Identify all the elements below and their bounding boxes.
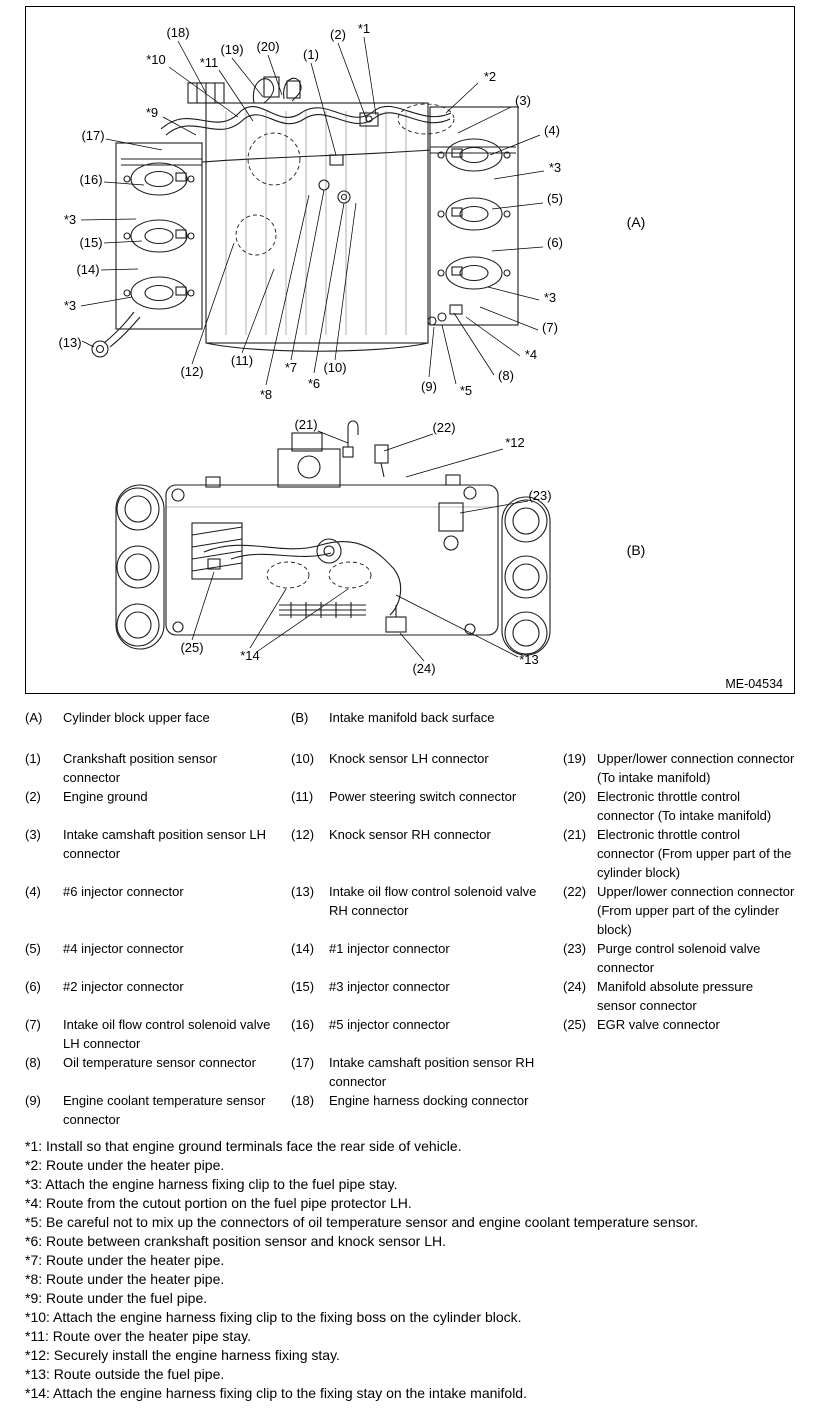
callout-15: (15) (79, 235, 103, 250)
callout-14: (14) (76, 262, 100, 277)
engine-diagram-svg (26, 7, 796, 695)
legend-text: Knock sensor LH connector (329, 751, 489, 766)
callout-mark-10: *10 (146, 52, 166, 67)
callout-labels-view-a (58, 21, 645, 402)
legend-view-b-text: Intake manifold back surface (329, 710, 495, 725)
legend-item-10 (291, 749, 563, 787)
callout-mark-8: *8 (259, 387, 273, 402)
legend-item-9 (25, 1091, 291, 1129)
engine-harness-figure (25, 6, 795, 694)
legend-id: (14) (291, 941, 315, 956)
legend-id: (19) (563, 751, 587, 766)
legend-text: Intake camshaft position sensor LH connector (63, 827, 267, 861)
legend-text: Engine harness docking connector (329, 1093, 529, 1108)
legend-text: Electronic throttle control connector (From upper part of the cylinder block) (597, 827, 792, 880)
callout-mark-3a: *3 (548, 160, 562, 175)
footnote-9: *9: Route under the fuel pipe. (25, 1290, 208, 1306)
legend-item-11 (291, 787, 563, 825)
view-a-label: (A) (626, 214, 646, 230)
legend-item-8 (25, 1053, 291, 1091)
legend-text: Knock sensor RH connector (329, 827, 491, 842)
callout-8: (8) (498, 368, 514, 383)
legend-text: Engine ground (63, 789, 148, 804)
callout-17: (17) (81, 128, 105, 143)
legend-id: (3) (25, 827, 41, 842)
callout-12: (12) (180, 364, 204, 379)
legend-id: (16) (291, 1017, 315, 1032)
legend-text: Engine coolant temperature sensor connector (63, 1093, 266, 1127)
callout-16: (16) (79, 172, 103, 187)
legend-id: (5) (25, 941, 41, 956)
callout-24: (24) (412, 661, 436, 676)
legend-item-14 (291, 939, 563, 977)
legend-text: #2 injector connector (63, 979, 184, 994)
callout-22: (22) (432, 420, 456, 435)
callout-mark-13: *13 (519, 652, 539, 667)
legend-item-15 (291, 977, 563, 1015)
legend-item-4 (25, 882, 291, 939)
legend-item-6 (25, 977, 291, 1015)
footnote-1: *1: Install so that engine ground terminals face the rear side of vehicle. (25, 1138, 462, 1154)
legend-text: Intake oil flow control solenoid valve LH connector (63, 1017, 271, 1051)
callout-mark-3c: *3 (63, 298, 77, 313)
legend-item-23 (563, 939, 795, 977)
callout-11: (11) (230, 353, 254, 368)
legend-item-2 (25, 787, 291, 825)
footnote-12: *12: Securely install the engine harness fixing stay. (25, 1347, 340, 1363)
legend-id: (21) (563, 827, 587, 842)
legend-id: (12) (291, 827, 315, 842)
legend-text: Intake oil flow control solenoid valve RH connector (329, 884, 537, 918)
legend-item-16 (291, 1015, 563, 1053)
callout-mark-4: *4 (524, 347, 538, 362)
legend-item-13 (291, 882, 563, 939)
footnote-13: *13: Route outside the fuel pipe. (25, 1366, 225, 1382)
legend-item-5 (25, 939, 291, 977)
legend-id: (10) (291, 751, 315, 766)
callout-25: (25) (180, 640, 204, 655)
legend-text: Intake camshaft position sensor RH connector (329, 1055, 535, 1089)
view-b-label: (B) (626, 542, 646, 558)
legend-id: (8) (25, 1055, 41, 1070)
callout-mark-7: *7 (284, 360, 298, 375)
legend-view-a-id: (A) (25, 710, 43, 725)
callout-9: (9) (421, 379, 437, 394)
legend-id: (2) (25, 789, 41, 804)
callout-labels-view-b (180, 417, 645, 676)
footnote-10: *10: Attach the engine harness fixing clip to the fixing boss on the cylinder block. (25, 1309, 522, 1325)
legend-text: #6 injector connector (63, 884, 184, 899)
legend-item-19 (563, 749, 795, 787)
footnote-7: *7: Route under the heater pipe. (25, 1252, 225, 1268)
figure-code: ME-04534 (725, 677, 783, 691)
legend-view-b-id: (B) (291, 710, 309, 725)
legend-id: (9) (25, 1093, 41, 1108)
legend-text: Upper/lower connection connector (From upper part of the cylinder block) (597, 884, 795, 937)
callout-3: (3) (515, 93, 531, 108)
legend-id: (1) (25, 751, 41, 766)
legend-grid (25, 749, 795, 1129)
callout-6: (6) (547, 235, 563, 250)
legend-id: (20) (563, 789, 587, 804)
callout-mark-2: *2 (483, 69, 497, 84)
legend-id: (17) (291, 1055, 315, 1070)
footnote-2: *2: Route under the heater pipe. (25, 1157, 225, 1173)
callout-19: (19) (220, 42, 244, 57)
footnote-14: *14: Attach the engine harness fixing clip to the fixing stay on the intake manifold. (25, 1385, 527, 1401)
legend-item-3 (25, 825, 291, 882)
legend-view-a (25, 708, 291, 727)
legend-text: Upper/lower connection connector (To intake manifold) (597, 751, 795, 785)
legend-view-b (291, 708, 563, 727)
legend (25, 708, 795, 1129)
legend-text: #4 injector connector (63, 941, 184, 956)
callout-mark-3b: *3 (543, 290, 557, 305)
legend-id: (11) (291, 789, 314, 804)
footnote-5: *5: Be careful not to mix up the connectors of oil temperature sensor and engine coolant temperature sensor. (25, 1214, 699, 1230)
legend-text: Power steering switch connector (329, 789, 517, 804)
legend-id: (18) (291, 1093, 315, 1108)
footnotes (25, 1137, 795, 1403)
callout-mark-5: *5 (459, 383, 473, 398)
callout-5: (5) (547, 191, 563, 206)
legend-item-18 (291, 1091, 563, 1129)
legend-text: #3 injector connector (329, 979, 450, 994)
legend-id: (22) (563, 884, 587, 899)
footnote-4: *4: Route from the cutout portion on the fuel pipe protector LH. (25, 1195, 412, 1211)
callout-mark-1: *1 (357, 21, 371, 36)
callout-4: (4) (544, 123, 560, 138)
legend-view-a-text: Cylinder block upper face (63, 710, 210, 725)
legend-views-row (25, 708, 795, 727)
callout-18: (18) (166, 25, 190, 40)
legend-item-17 (291, 1053, 563, 1091)
callout-mark-3d: *3 (63, 212, 77, 227)
legend-item-1 (25, 749, 291, 787)
legend-id: (25) (563, 1017, 587, 1032)
footnote-8: *8: Route under the heater pipe. (25, 1271, 225, 1287)
callout-20: (20) (256, 39, 280, 54)
footnote-11: *11: Route over the heater pipe stay. (25, 1328, 251, 1344)
legend-text: #5 injector connector (329, 1017, 450, 1032)
legend-text: Oil temperature sensor connector (63, 1055, 256, 1070)
callout-13: (13) (58, 335, 82, 350)
legend-text: Crankshaft position sensor connector (63, 751, 217, 785)
legend-item-24 (563, 977, 795, 1015)
callout-7: (7) (542, 320, 558, 335)
callout-10: (10) (323, 360, 347, 375)
callout-2: (2) (330, 27, 346, 42)
legend-item-7 (25, 1015, 291, 1053)
footnote-3: *3: Attach the engine harness fixing clip to the fuel pipe stay. (25, 1176, 398, 1192)
callout-mark-14: *14 (240, 648, 260, 663)
legend-text: #1 injector connector (329, 941, 450, 956)
engine-art-view-b (116, 421, 550, 655)
callout-mark-12: *12 (505, 435, 525, 450)
legend-item-12 (291, 825, 563, 882)
callout-mark-9: *9 (145, 105, 159, 120)
legend-id: (7) (25, 1017, 41, 1032)
legend-id: (6) (25, 979, 41, 994)
legend-id: (15) (291, 979, 315, 994)
callout-23: (23) (528, 488, 552, 503)
legend-id: (24) (563, 979, 587, 994)
legend-text: Electronic throttle control connector (To intake manifold) (597, 789, 772, 823)
legend-text: Manifold absolute pressure sensor connector (597, 979, 754, 1013)
callout-mark-6: *6 (307, 376, 321, 391)
legend-id: (4) (25, 884, 41, 899)
callout-mark-11: *11 (199, 55, 219, 70)
legend-id: (23) (563, 941, 587, 956)
legend-item-20 (563, 787, 795, 825)
legend-id: (13) (291, 884, 315, 899)
legend-item-21 (563, 825, 795, 882)
legend-item-25 (563, 1015, 795, 1053)
legend-text: Purge control solenoid valve connector (597, 941, 761, 975)
legend-text: EGR valve connector (597, 1017, 720, 1032)
footnote-6: *6: Route between crankshaft position sensor and knock sensor LH. (25, 1233, 447, 1249)
callout-21: (21) (294, 417, 318, 432)
legend-item-22 (563, 882, 795, 939)
callout-1: (1) (303, 47, 319, 62)
